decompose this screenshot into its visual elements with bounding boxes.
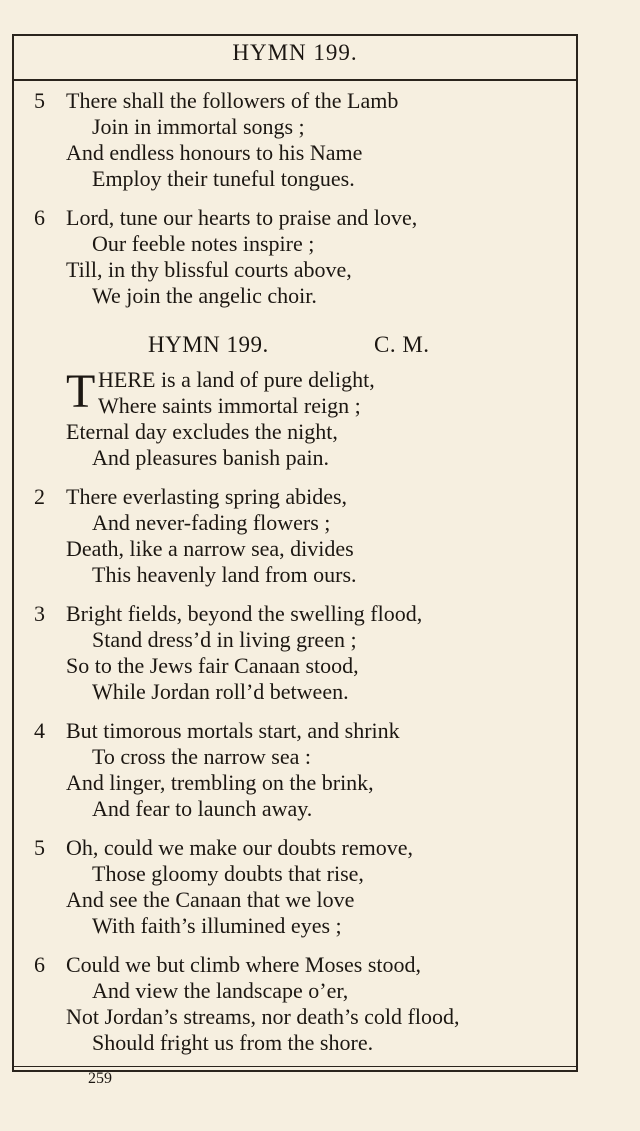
verse-text: And view the landscape o’er, (92, 978, 349, 1003)
verse-line (34, 653, 574, 679)
stanza-3 (34, 601, 574, 705)
verse-text: This heavenly land from ours. (92, 562, 357, 587)
verse-text: And pleasures banish pain. (92, 445, 330, 470)
frame-left-rule (12, 34, 14, 1072)
verse-text: And endless honours to his Name (66, 140, 363, 165)
verse-line (34, 205, 574, 231)
stanza-number: 4 (34, 718, 45, 743)
verse-text: There everlasting spring abides, (66, 484, 348, 509)
verse-line (34, 140, 574, 166)
verse-line (34, 887, 574, 913)
verse-line (34, 562, 574, 588)
verse-line (34, 770, 574, 796)
verse-line (34, 445, 574, 471)
verse-text: Eternal day excludes the night, (66, 419, 338, 444)
verse-line (34, 835, 574, 861)
verse-line (34, 114, 574, 140)
verse-text: Oh, could we make our doubts remove, (66, 835, 414, 860)
verse-line (34, 952, 574, 978)
stanza-prev-5 (34, 88, 574, 192)
verse-text: Death, like a narrow sea, divides (66, 536, 354, 561)
verse-text: So to the Jews fair Canaan stood, (66, 653, 359, 678)
verse-text: But timorous mortals start, and shrink (66, 718, 400, 743)
verse-text: Those gloomy doubts that rise, (92, 861, 364, 886)
verse-text: Bright fields, beyond the swelling flood, (66, 601, 423, 626)
verse-text: Stand dress’d in living green ; (92, 627, 357, 652)
verse-line (34, 744, 574, 770)
verse-text: We join the angelic choir. (92, 283, 317, 308)
verse-line (34, 1030, 574, 1056)
frame-top-rule (12, 34, 578, 36)
verse-line (34, 283, 574, 309)
verse-line (34, 231, 574, 257)
hymn-meter: C. M. (374, 332, 430, 357)
page-number: 259 (88, 1070, 112, 1087)
verse-line (34, 796, 574, 822)
verse-line (34, 913, 574, 939)
verse-text: With faith’s illumined eyes ; (92, 913, 342, 938)
header-rule (12, 79, 578, 81)
stanza-6 (34, 952, 574, 1056)
verse-line (34, 1004, 574, 1030)
stanza-5 (34, 835, 574, 939)
verse-line (34, 166, 574, 192)
verse-text: While Jordan roll’d between. (92, 679, 349, 704)
verse-text: Where saints immortal reign ; (98, 393, 361, 418)
page-content (34, 88, 574, 1069)
verse-line (34, 536, 574, 562)
verse-line (34, 978, 574, 1004)
verse-line (34, 679, 574, 705)
verse-line (34, 419, 574, 445)
frame-right-rule (576, 34, 578, 1072)
verse-line (34, 718, 574, 744)
verse-text: Till, in thy blissful courts above, (66, 257, 352, 282)
verse-text: Employ their tuneful tongues. (92, 166, 355, 191)
verse-line (34, 88, 574, 114)
verse-text: There shall the followers of the Lamb (66, 88, 399, 113)
verse-text: Join in immortal songs ; (92, 114, 305, 139)
verse-line (34, 257, 574, 283)
stanza-number: 6 (34, 952, 45, 977)
verse-text: And fear to launch away. (92, 796, 313, 821)
stanza-number: 6 (34, 205, 45, 230)
verse-text: And never-fading flowers ; (92, 510, 331, 535)
verse-text: Not Jordan’s streams, nor death’s cold flood, (66, 1004, 460, 1029)
stanza-4 (34, 718, 574, 822)
drop-cap: T (66, 365, 96, 418)
stanza-number: 5 (34, 88, 45, 113)
running-head: HYMN 199. (232, 40, 358, 65)
stanza-number: 2 (34, 484, 45, 509)
verse-text: Should fright us from the shore. (92, 1030, 374, 1055)
hymn-heading (34, 329, 574, 361)
verse-text: HERE is a land of pure delight, (98, 367, 375, 392)
verse-text: And see the Canaan that we love (66, 887, 355, 912)
verse-line (34, 861, 574, 887)
verse-line (34, 627, 574, 653)
stanza-prev-6 (34, 205, 574, 309)
verse-text: Our feeble notes inspire ; (92, 231, 315, 256)
verse-text: Could we but climb where Moses stood, (66, 952, 422, 977)
verse-text: And linger, trembling on the brink, (66, 770, 374, 795)
verse-text: Lord, tune our hearts to praise and love, (66, 205, 418, 230)
hymn-title: HYMN 199. (148, 332, 269, 357)
stanza-1 (34, 367, 574, 471)
verse-text: To cross the narrow sea : (92, 744, 312, 769)
verse-line (34, 510, 574, 536)
verse-line (34, 484, 574, 510)
verse-line (34, 601, 574, 627)
stanza-number: 3 (34, 601, 45, 626)
stanza-2 (34, 484, 574, 588)
verse-line (34, 393, 574, 419)
stanza-number: 5 (34, 835, 45, 860)
